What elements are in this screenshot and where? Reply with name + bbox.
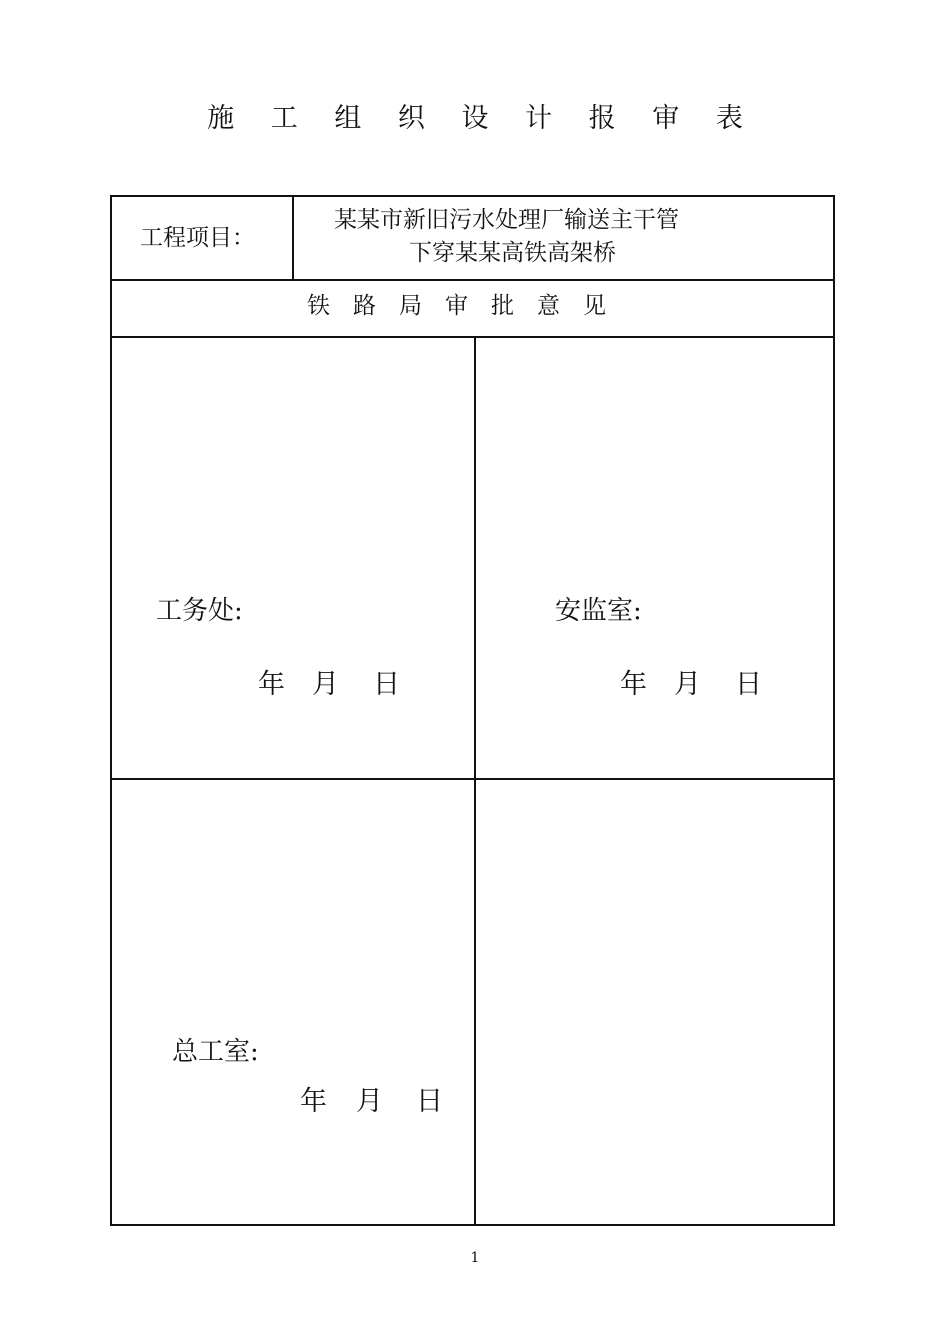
works-office-date [258, 662, 400, 701]
date-month: 月 [312, 669, 339, 700]
project-name-line2: 下穿某某高铁高架桥 [409, 240, 616, 266]
project-name-line1: 某某市新旧污水处理厂输送主干管 [334, 207, 679, 233]
date-month: 月 [674, 669, 701, 700]
date-year: 年 [300, 1086, 327, 1117]
project-label: 工程项目： [140, 225, 255, 251]
row-divider-header [112, 336, 833, 338]
date-year: 年 [620, 669, 647, 700]
row-divider-project [112, 279, 833, 281]
document-title: 施 工 组 织 设 计 报 审 表 [207, 103, 757, 134]
date-year: 年 [258, 669, 285, 700]
approval-form-table [110, 195, 835, 1226]
page-number: 1 [470, 1250, 480, 1266]
date-day: 日 [416, 1086, 443, 1117]
works-office-label: 工务处: [156, 596, 243, 626]
safety-office-label: 安监室: [555, 596, 642, 626]
date-day: 日 [373, 669, 400, 700]
date-month: 月 [356, 1086, 383, 1117]
date-day: 日 [735, 669, 762, 700]
section-header: 铁 路 局 审 批 意 见 [307, 293, 606, 319]
safety-office-date [620, 662, 762, 701]
empty-cell [476, 780, 833, 1224]
col-divider-project [292, 197, 294, 281]
chief-engineer-office-date [300, 1079, 443, 1118]
chief-engineer-office-label: 总工室: [172, 1037, 259, 1067]
